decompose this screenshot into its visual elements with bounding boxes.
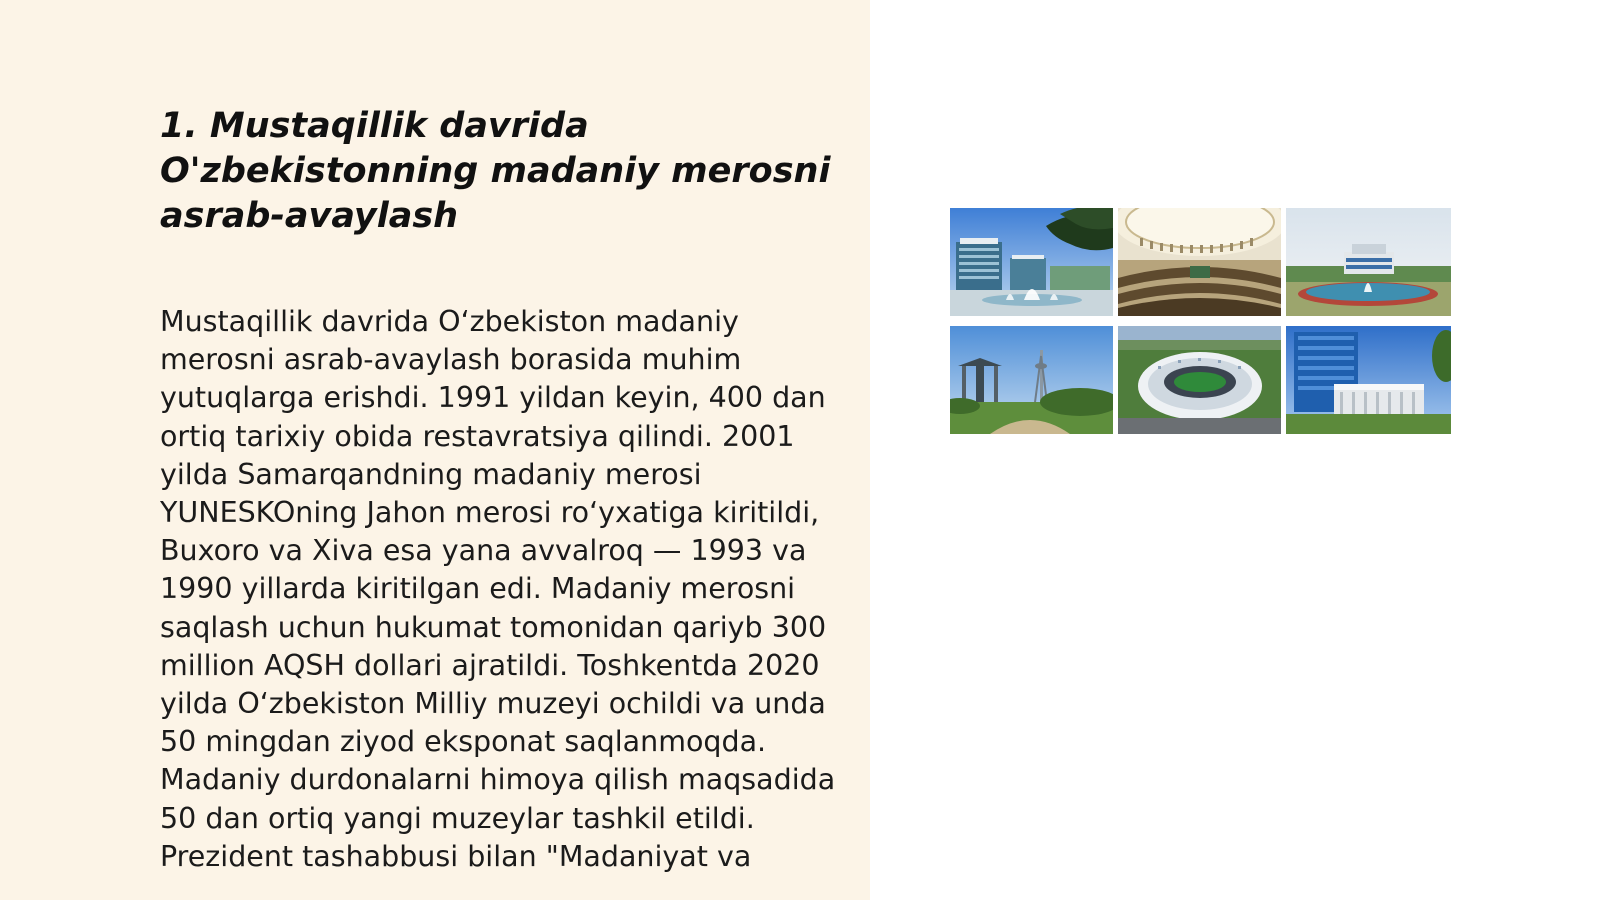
photo-stadium-aerial bbox=[1118, 326, 1281, 434]
photo-tv-tower-park bbox=[950, 326, 1113, 434]
photo-parliament-hall bbox=[1118, 208, 1281, 316]
photo-government-buildings bbox=[950, 208, 1113, 316]
photo-building-pool bbox=[1286, 208, 1451, 316]
slide-title: 1. Mustaqillik davrida O'zbekistonning madaniy merosni asrab-avaylash bbox=[160, 106, 831, 236]
slide-body-text: Mustaqillik davrida O‘zbekiston madaniy merosni asrab-avaylash borasida muhim yutuqlarga erishdi. 1991 yildan keyin, 400 dan ortiq tarixiy obida restavratsiya qilindi. 2001 yilda Samarqandning madaniy merosi YUNESKOning Jahon merosi ro‘yxatiga kiritildi, Buxoro va Xiva esa yana avvalroq — 1993 va 1990 yillarda kiritilgan edi. Madaniy merosni saqlash uchun hukumat tomonidan qariyb 300 million AQSH dollari ajratildi. Toshkentda 2020 yilda O‘zbekiston Milliy muzeyi ochildi va unda 50 mingdan ziyod eksponat saqlanmoqda. Madaniy durdonalarni himoya qilish maqsadida 50 dan ortiq yangi muzeylar tashkil etildi. Prezident tashabbusi bilan "Madaniyat va bbox=[160, 305, 836, 873]
photo-collage bbox=[950, 208, 1451, 434]
photo-office-building bbox=[1286, 326, 1451, 434]
